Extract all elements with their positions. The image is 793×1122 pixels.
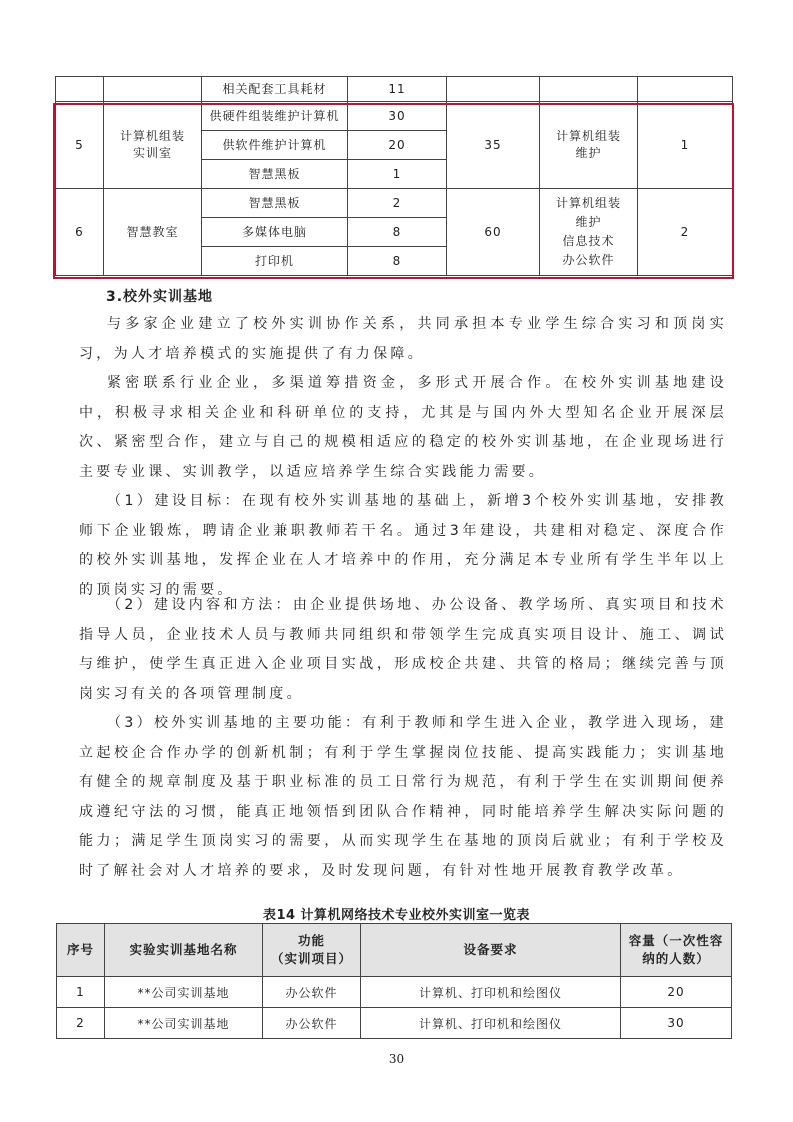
equipment-cell: 计算机、打印机和绘图仪 [361,977,621,1008]
header-no: 序号 [57,924,105,977]
quantity-cell: 8 [348,247,447,276]
row-number: 5 [56,102,104,189]
room-name: 智慧教室 [104,189,202,276]
section-heading: 3.校外实训基地 [106,289,214,305]
row-number: 2 [57,1008,105,1039]
header-capacity: 容量（一次性容 纳的人数） [621,924,732,977]
offsite-training-table [56,923,732,1039]
header-function: 功能 （实训项目） [263,924,361,977]
paragraph: （1）建设目标：在现有校外实训基地的基础上，新增3个校外实训基地，安排教师下企业锻炼，聘请企业兼职教师若干名。通过3年建设，共建相对稳定、深度合作的校外实训基地，发挥企业在人才培养中的作用，充分满足本专业所有学生半年以上的顶岗实习的需要。 [79,493,727,598]
capacity-cell: 35 [447,102,540,189]
capacity-cell: 60 [447,189,540,276]
project-cell: 计算机组装维护 [540,102,638,189]
function-cell: 办公软件 [263,977,361,1008]
capacity-cell: 20 [621,977,732,1008]
room-name: 计算机组装实训室 [104,102,202,189]
count-cell: 2 [638,189,733,276]
capacity-cell: 30 [621,1008,732,1039]
equipment-cell: 智慧黑板 [202,160,348,189]
equipment-cell: 打印机 [202,247,348,276]
page-number: 30 [388,1052,405,1066]
row-number: 1 [57,977,105,1008]
project-line: 计算机组装维护 [555,196,621,229]
equipment-cell: 计算机、打印机和绘图仪 [361,1008,621,1039]
equipment-cell: 智慧黑板 [202,189,348,218]
equipment-cell: 供硬件组装维护计算机 [202,102,348,131]
base-name: **公司实训基地 [105,1008,263,1039]
equipment-cell: 供软件维护计算机 [202,131,348,160]
table-row [56,77,733,102]
quantity-cell: 2 [348,189,447,218]
project-line: 办公软件 [562,253,615,267]
table-row [57,977,732,1008]
paragraph: 与多家企业建立了校外实训协作关系，共同承担本专业学生综合实习和顶岗实习，为人才培养模式的实施提供了有力保障。 [79,316,727,362]
table-row [57,1008,732,1039]
table-row [56,189,733,218]
paragraph: （3）校外实训基地的主要功能：有利于教师和学生进入企业，教学进入现场，建立起校企合作办学的创新机制；有利于学生掌握岗位技能、提高实践能力；实训基地有健全的规章制度及基于职业标准的员工日常行为规范，有利于学生在实训期间便养成遵纪守法的习惯，能真正地领悟到团队合作精神，同时能培养学生解决实际问题的能力；满足学生顶岗实习的需要，从而实现学生在基地的顶岗后就业；有利于学校及时了解社会对人才培养的要求，及时发现问题，有针对性地开展教育教学改革。 [79,715,727,879]
base-name: **公司实训基地 [105,977,263,1008]
quantity-cell: 1 [348,160,447,189]
paragraph: （2）建设内容和方法：由企业提供场地、办公设备、教学场所、真实项目和技术指导人员，企业技术人员与教师共同组织和带领学生完成真实项目设计、施工、调试与维护，使学生真正进入企业项目实战，形成校企共建、共管的格局；继续完善与顶岗实习有关的各项管理制度。 [79,597,727,702]
row-number: 6 [56,189,104,276]
quantity-cell: 20 [348,131,447,160]
equipment-cell: 相关配套工具耗材 [202,77,348,102]
function-cell: 办公软件 [263,1008,361,1039]
header-name: 实验实训基地名称 [105,924,263,977]
table-caption: 表14 计算机网络技术专业校外实训室一览表 [262,908,531,923]
count-cell: 1 [638,102,733,189]
equipment-cell: 多媒体电脑 [202,218,348,247]
table-row [56,102,733,131]
quantity-cell: 30 [348,102,447,131]
quantity-cell: 8 [348,218,447,247]
training-room-table [55,76,733,276]
quantity-cell: 11 [348,77,447,102]
paragraph: 紧密联系行业企业，多渠道筹措资金，多形式开展合作。在校外实训基地建设中，积极寻求相关企业和科研单位的支持，尤其是与国内外大型知名企业开展深层次、紧密型合作，建立与自己的规模相适应的稳定的校外实训基地，在企业现场进行主要专业课、实训教学，以适应培养学生综合实践能力需要。 [79,375,727,480]
project-line: 信息技术 [562,234,615,248]
project-cell [540,189,638,276]
table-header-row [57,924,732,977]
header-equipment: 设备要求 [361,924,621,977]
